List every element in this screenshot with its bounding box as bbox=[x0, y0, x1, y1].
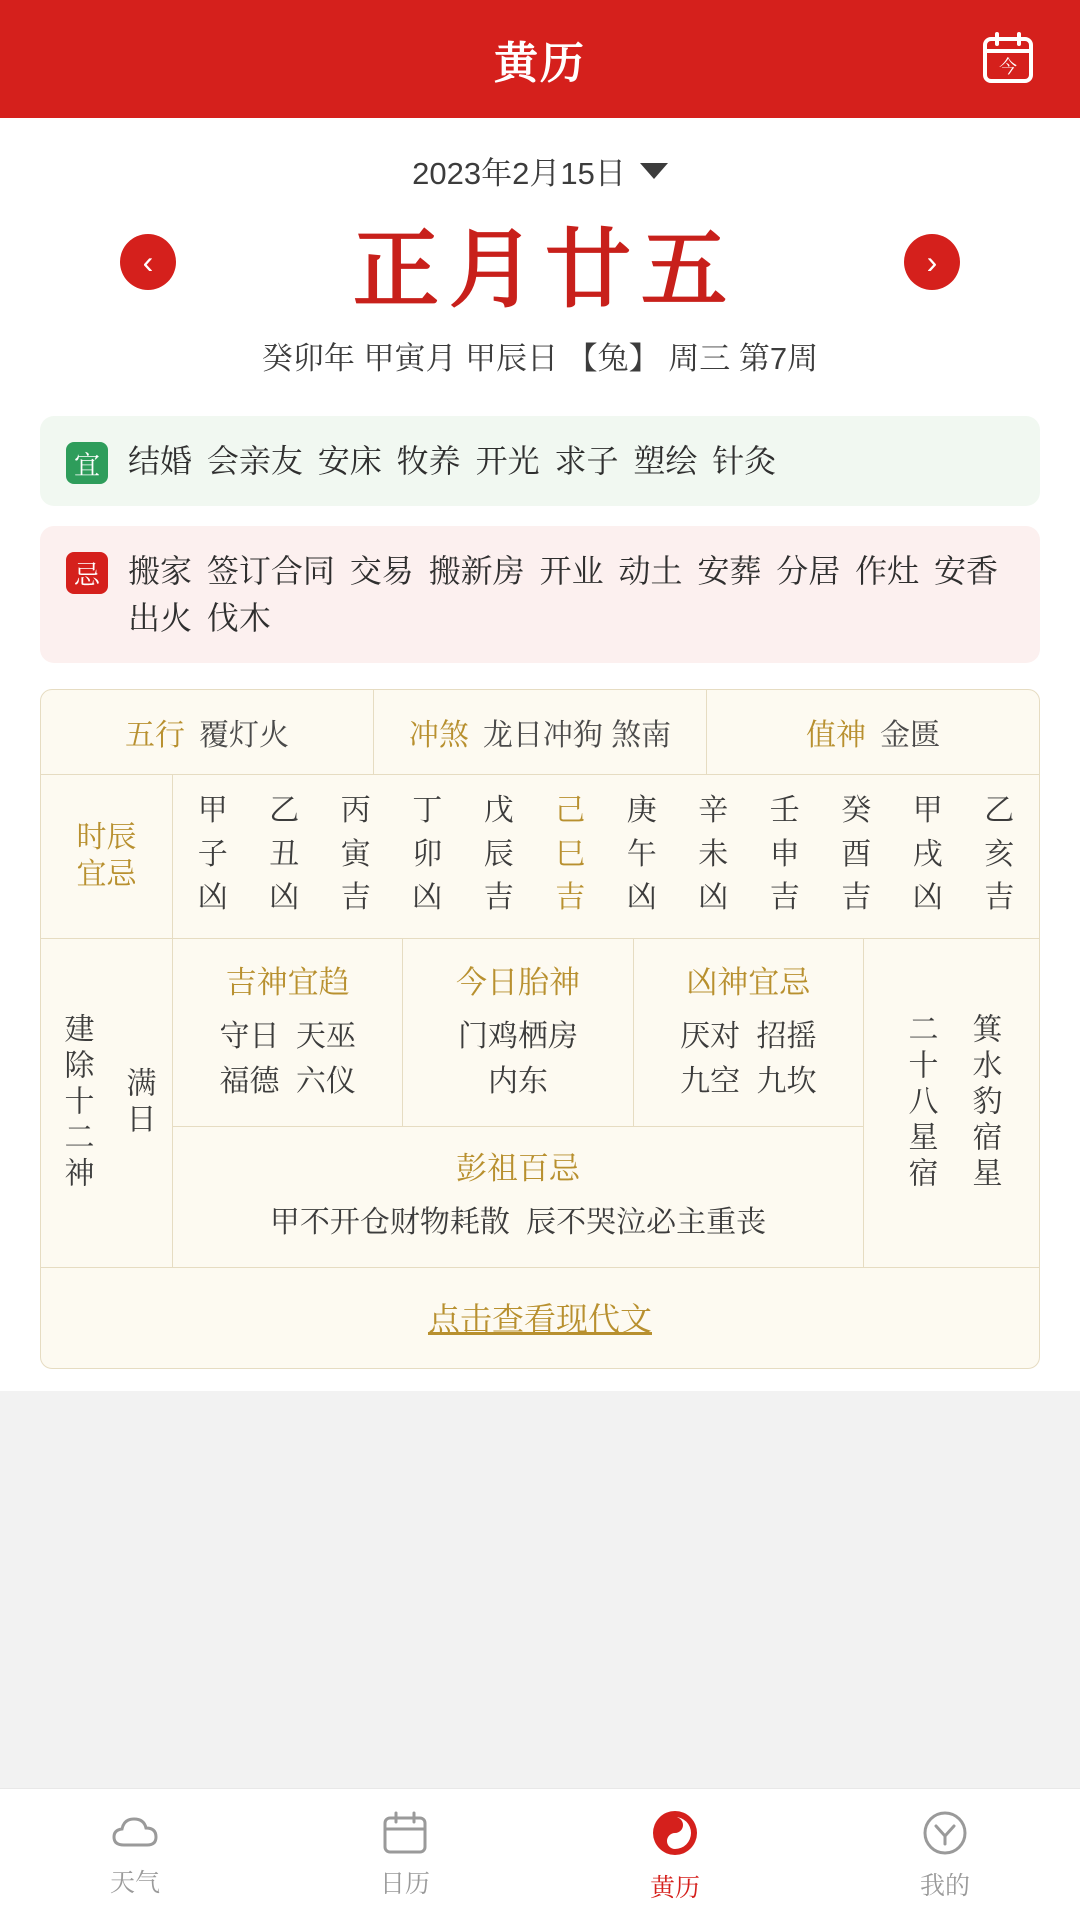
tab-label: 黄历 bbox=[649, 1873, 700, 1902]
pengzu-text: 甲不开仓财物耗散 辰不哭泣必主重丧 bbox=[269, 1205, 767, 1239]
taishen-line1: 门鸡栖房 bbox=[457, 1019, 578, 1053]
wuxing-label: 五行 bbox=[125, 719, 185, 753]
lunar-date-row bbox=[0, 207, 1080, 317]
zhishen-cell bbox=[707, 690, 1039, 774]
shichen-gan: 乙 bbox=[269, 794, 300, 828]
xingsu-value: 箕水豹宿星 bbox=[967, 1012, 1001, 1193]
bottom-tab-bar bbox=[0, 1788, 1080, 1920]
person-icon bbox=[920, 1808, 970, 1858]
shichen-zhi: 申 bbox=[769, 837, 800, 871]
ji-tag: 忌 bbox=[66, 552, 108, 594]
shichen-gan: 丁 bbox=[412, 794, 443, 828]
shichen-luck: 吉 bbox=[769, 881, 800, 915]
almanac-card bbox=[40, 689, 1040, 1369]
shichen-zhi: 卯 bbox=[412, 837, 443, 871]
shen-row bbox=[173, 939, 863, 1127]
lunar-date-title: 正月廿五 bbox=[353, 222, 737, 318]
almanac-icon bbox=[648, 1806, 702, 1860]
yi-block bbox=[40, 416, 1040, 506]
ji-items: 搬家 签订合同 交易 搬新房 开业 动土 安葬 分居 作灶 安香 出火 伐木 bbox=[128, 553, 999, 636]
cloud-icon bbox=[108, 1811, 162, 1855]
chongsha-cell bbox=[374, 690, 707, 774]
shichen-luck: 吉 bbox=[340, 881, 371, 915]
shichen-luck: 吉 bbox=[841, 881, 872, 915]
shichen-item bbox=[249, 789, 321, 920]
shichen-item bbox=[821, 789, 893, 920]
shichen-label: 时辰 宜忌 bbox=[41, 775, 173, 938]
selected-date-label: 2023年2月15日 bbox=[412, 156, 626, 191]
almanac-row-summary bbox=[41, 690, 1039, 775]
svg-text:今: 今 bbox=[999, 57, 1017, 77]
ganzhi-line: 癸卯年 甲寅月 甲辰日 【兔】 周三 第7周 bbox=[261, 341, 819, 376]
shichen-gan: 乙 bbox=[984, 794, 1015, 828]
yi-tag: 宜 bbox=[66, 442, 108, 484]
tab-almanac[interactable] bbox=[540, 1789, 810, 1920]
shichen-zhi: 巳 bbox=[555, 837, 586, 871]
shichen-gan: 辛 bbox=[698, 794, 729, 828]
shichen-luck: 凶 bbox=[197, 881, 228, 915]
next-day-button[interactable]: › bbox=[904, 234, 960, 290]
shichen-gan: 己 bbox=[555, 794, 586, 828]
almanac-detail-row bbox=[41, 939, 1039, 1267]
date-selector[interactable] bbox=[0, 148, 1080, 193]
shichen-luck: 凶 bbox=[698, 881, 729, 915]
shichen-item bbox=[964, 789, 1036, 920]
shichen-gan: 甲 bbox=[197, 794, 228, 828]
jianchu-label: 建除十二神 bbox=[59, 1012, 93, 1193]
shichen-gan: 庚 bbox=[626, 794, 657, 828]
shichen-zhi: 丑 bbox=[269, 837, 300, 871]
almanac-mid-column bbox=[173, 939, 863, 1267]
taishen-line2: 内东 bbox=[487, 1064, 548, 1098]
chongsha-label: 冲煞 bbox=[408, 719, 469, 753]
shichen-item bbox=[320, 789, 392, 920]
shichen-item bbox=[177, 789, 249, 920]
shichen-item bbox=[463, 789, 535, 920]
taishen-cell bbox=[402, 939, 632, 1126]
tab-weather[interactable] bbox=[0, 1789, 270, 1920]
xingsu-label: 二十八星宿 bbox=[903, 1012, 937, 1193]
shichen-item bbox=[606, 789, 678, 920]
prev-day-button[interactable]: ‹ bbox=[120, 234, 176, 290]
shichen-gan: 甲 bbox=[912, 794, 943, 828]
shichen-grid bbox=[173, 775, 1039, 938]
wuxing-cell bbox=[41, 690, 374, 774]
pengzu-title: 彭祖百忌 bbox=[456, 1150, 580, 1186]
shichen-item bbox=[892, 789, 964, 920]
shichen-item bbox=[749, 789, 821, 920]
shichen-luck: 吉 bbox=[984, 881, 1015, 915]
jishen-line2: 福德 六仪 bbox=[219, 1064, 356, 1098]
jishen-line1: 守日 天巫 bbox=[219, 1019, 356, 1053]
shichen-gan: 丙 bbox=[340, 794, 371, 828]
xiongshen-line2: 九空 九坎 bbox=[680, 1064, 817, 1098]
shichen-zhi: 未 bbox=[698, 837, 729, 871]
shichen-zhi: 辰 bbox=[483, 837, 514, 871]
shichen-luck: 凶 bbox=[412, 881, 443, 915]
xiongshen-title: 凶神宜忌 bbox=[686, 964, 811, 1000]
shichen-zhi: 戌 bbox=[912, 837, 943, 871]
chongsha-value: 龙日冲狗 煞南 bbox=[482, 719, 672, 753]
shichen-zhi: 亥 bbox=[984, 837, 1015, 871]
jianchu-cell bbox=[41, 939, 173, 1267]
shichen-zhi: 午 bbox=[626, 837, 657, 871]
tab-calendar[interactable] bbox=[270, 1789, 540, 1920]
shichen-gan: 戊 bbox=[483, 794, 514, 828]
zhishen-value: 金匮 bbox=[880, 719, 940, 753]
shichen-gan: 癸 bbox=[841, 794, 872, 828]
shichen-zhi: 子 bbox=[197, 837, 228, 871]
calendar-today-icon[interactable] bbox=[980, 31, 1036, 87]
shichen-luck: 吉 bbox=[483, 881, 514, 915]
zhishen-label: 值神 bbox=[806, 719, 866, 753]
calendar-icon bbox=[381, 1810, 429, 1856]
xingsu-cell bbox=[863, 939, 1039, 1267]
xiongshen-line1: 厌对 招摇 bbox=[680, 1019, 817, 1053]
chevron-down-icon[interactable] bbox=[640, 163, 668, 179]
shichen-luck: 凶 bbox=[626, 881, 657, 915]
jishen-title: 吉神宜趋 bbox=[225, 964, 350, 1000]
tab-label: 我的 bbox=[919, 1871, 970, 1900]
ji-block bbox=[40, 526, 1040, 663]
modern-text-link[interactable]: 点击查看现代文 bbox=[41, 1267, 1039, 1368]
app-header bbox=[0, 0, 1080, 118]
shichen-luck: 吉 bbox=[555, 881, 586, 915]
shichen-item bbox=[392, 789, 464, 920]
tab-label: 天气 bbox=[109, 1868, 160, 1897]
shichen-item-current bbox=[535, 789, 607, 920]
jishen-cell bbox=[173, 939, 402, 1126]
shichen-luck: 凶 bbox=[269, 881, 300, 915]
shichen-zhi: 酉 bbox=[841, 837, 872, 871]
yi-items: 结婚 会亲友 安床 牧养 开光 求子 塑绘 针灸 bbox=[128, 443, 777, 479]
tab-mine[interactable] bbox=[810, 1789, 1080, 1920]
pengzu-cell bbox=[173, 1127, 863, 1267]
shichen-row bbox=[41, 775, 1039, 939]
page-title: 黄历 bbox=[494, 39, 586, 88]
taishen-title: 今日胎神 bbox=[455, 964, 580, 1000]
shichen-luck: 凶 bbox=[912, 881, 943, 915]
wuxing-value: 覆灯火 bbox=[199, 719, 289, 753]
content-filler bbox=[0, 1391, 1080, 1788]
tab-label: 日历 bbox=[379, 1869, 430, 1898]
shichen-item bbox=[678, 789, 750, 920]
shichen-zhi: 寅 bbox=[340, 837, 371, 871]
jianchu-value: 满日 bbox=[121, 1066, 155, 1139]
xiongshen-cell bbox=[633, 939, 863, 1126]
shichen-gan: 壬 bbox=[769, 794, 800, 828]
